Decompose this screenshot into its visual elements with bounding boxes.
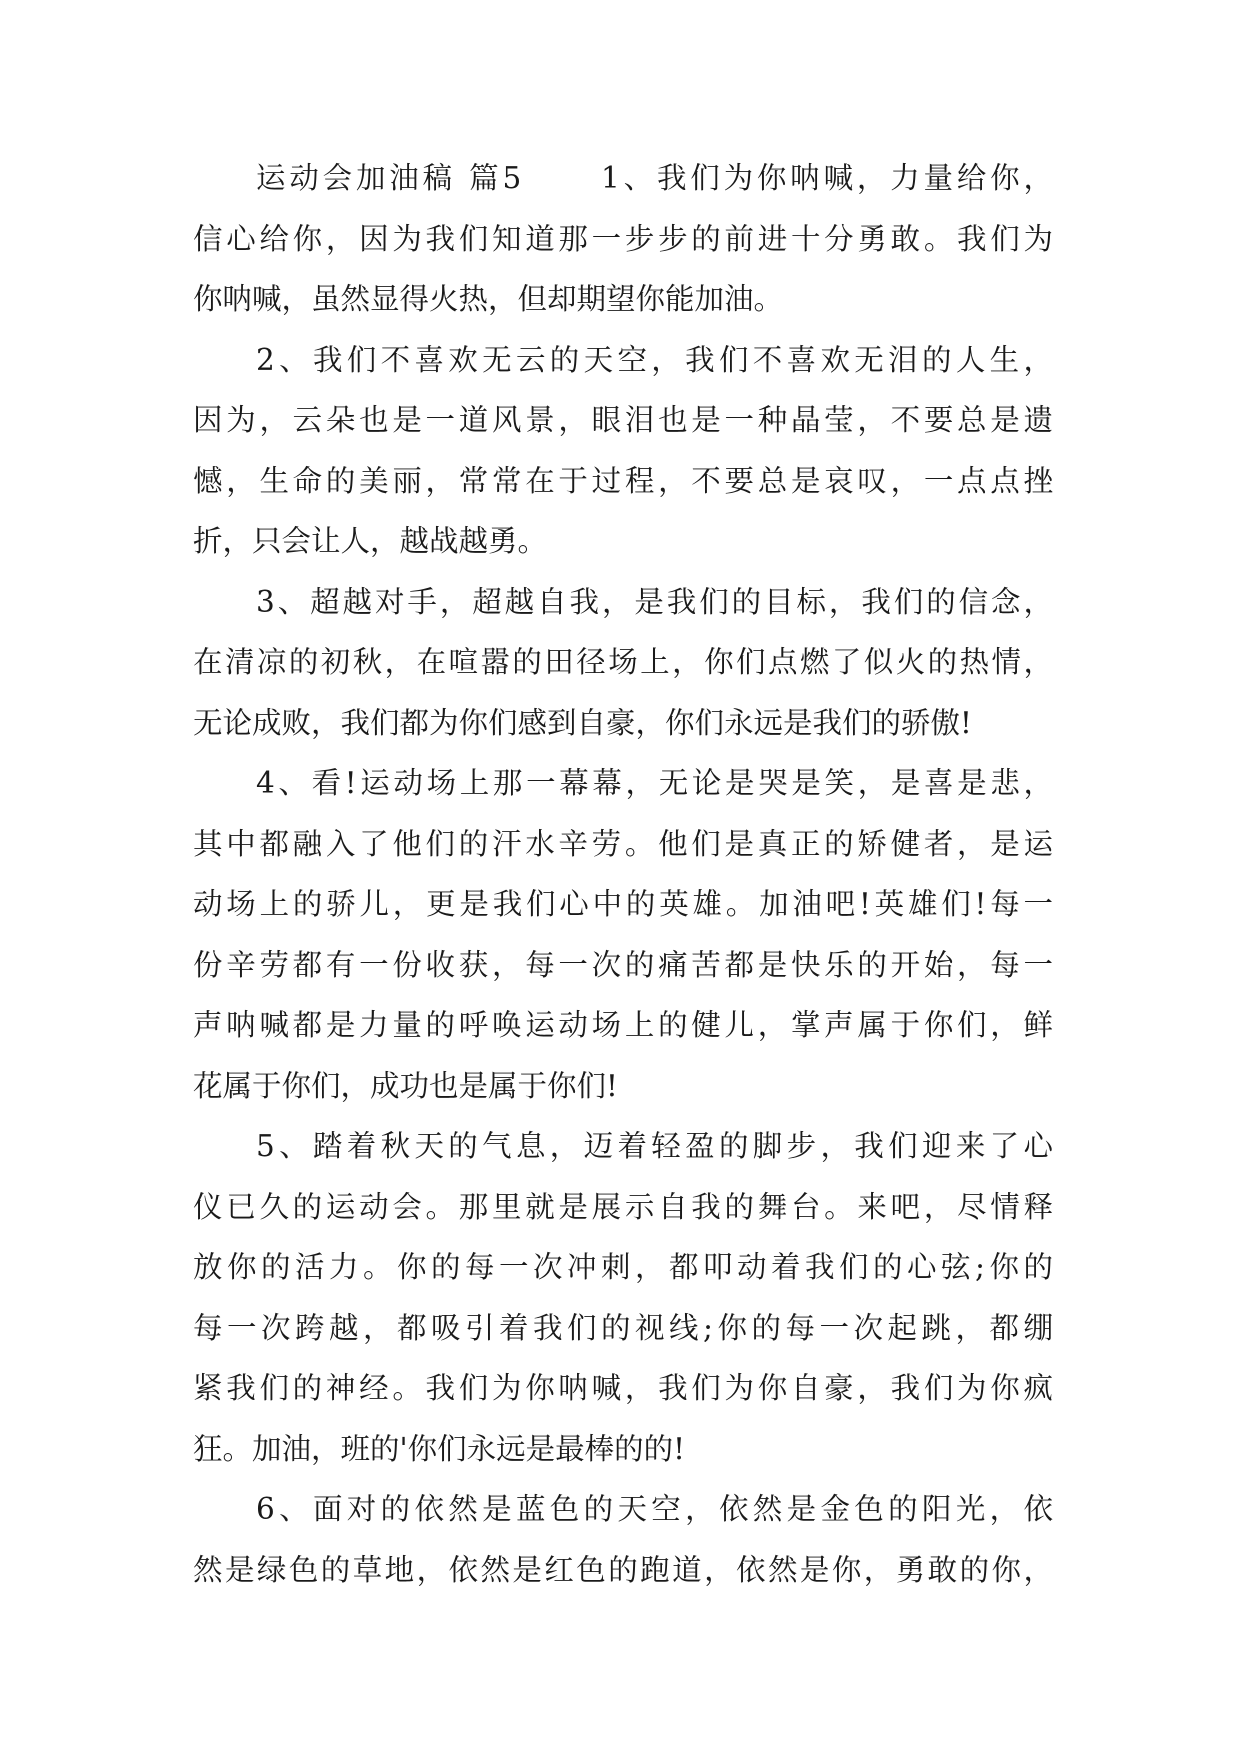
text-line: 3、超越对手，超越自我，是我们的目标，我们的信念，	[256, 584, 1053, 619]
text-line: 无论成败，我们都为你们感到自豪，你们永远是我们的骄傲!	[193, 705, 972, 740]
text-line: 4、看!运动场上那一幕幕，无论是哭是笑，是喜是悲，	[256, 766, 1053, 800]
text-line: 2、我们不喜欢无云的天空，我们不喜欢无泪的人生，	[256, 342, 1053, 377]
text-line: 在清凉的初秋，在喧嚣的田径场上，你们点燃了似火的热情，	[193, 645, 1053, 679]
text-line: 紧我们的神经。我们为你呐喊，我们为你自豪，我们为你疯	[193, 1371, 1053, 1405]
text-line: 其中都融入了他们的汗水辛劳。他们是真正的矫健者，是运	[193, 826, 1053, 861]
text-line: 因为，云朵也是一道风景，眼泪也是一种晶莹，不要总是遗	[193, 403, 1053, 437]
text-line: 信心给你，因为我们知道那一步步的前进十分勇敢。我们为	[193, 221, 1053, 256]
text-line: 放你的活力。你的每一次冲刺，都叩动着我们的心弦;你的	[193, 1250, 1053, 1284]
text-line: 狂。加油，班的'你们永远是最棒的的!	[193, 1431, 685, 1466]
text-line: 花属于你们，成功也是属于你们!	[193, 1068, 618, 1103]
text-line: 动场上的骄儿，更是我们心中的英雄。加油吧!英雄们!每一	[193, 887, 1053, 921]
text-line: 憾，生命的美丽，常常在于过程，不要总是哀叹，一点点挫	[193, 463, 1053, 498]
text-line: 每一次跨越，都吸引着我们的视线;你的每一次起跳，都绷	[193, 1310, 1053, 1345]
text-line: 份辛劳都有一份收获，每一次的痛苦都是快乐的开始，每一	[193, 947, 1053, 982]
text-line: 折，只会让人，越战越勇。	[193, 524, 548, 558]
text-line: 你呐喊，虽然显得火热，但却期望你能加油。	[193, 282, 784, 316]
text-line: 声呐喊都是力量的呼唤运动场上的健儿，掌声属于你们，鲜	[193, 1008, 1053, 1042]
text-line: 6、面对的依然是蓝色的天空，依然是金色的阳光，依	[256, 1492, 1053, 1526]
text-line: 仪已久的运动会。那里就是展示自我的舞台。来吧，尽情释	[193, 1189, 1053, 1224]
document-body	[193, 148, 1053, 1600]
text-line: 5、踏着秋天的气息，迈着轻盈的脚步，我们迎来了心	[256, 1129, 1053, 1163]
text-line: 然是绿色的草地，依然是红色的跑道，依然是你，勇敢的你，	[193, 1552, 1053, 1587]
text-line: 运动会加油稿 篇5 1、我们为你呐喊，力量给你，	[256, 161, 1053, 195]
